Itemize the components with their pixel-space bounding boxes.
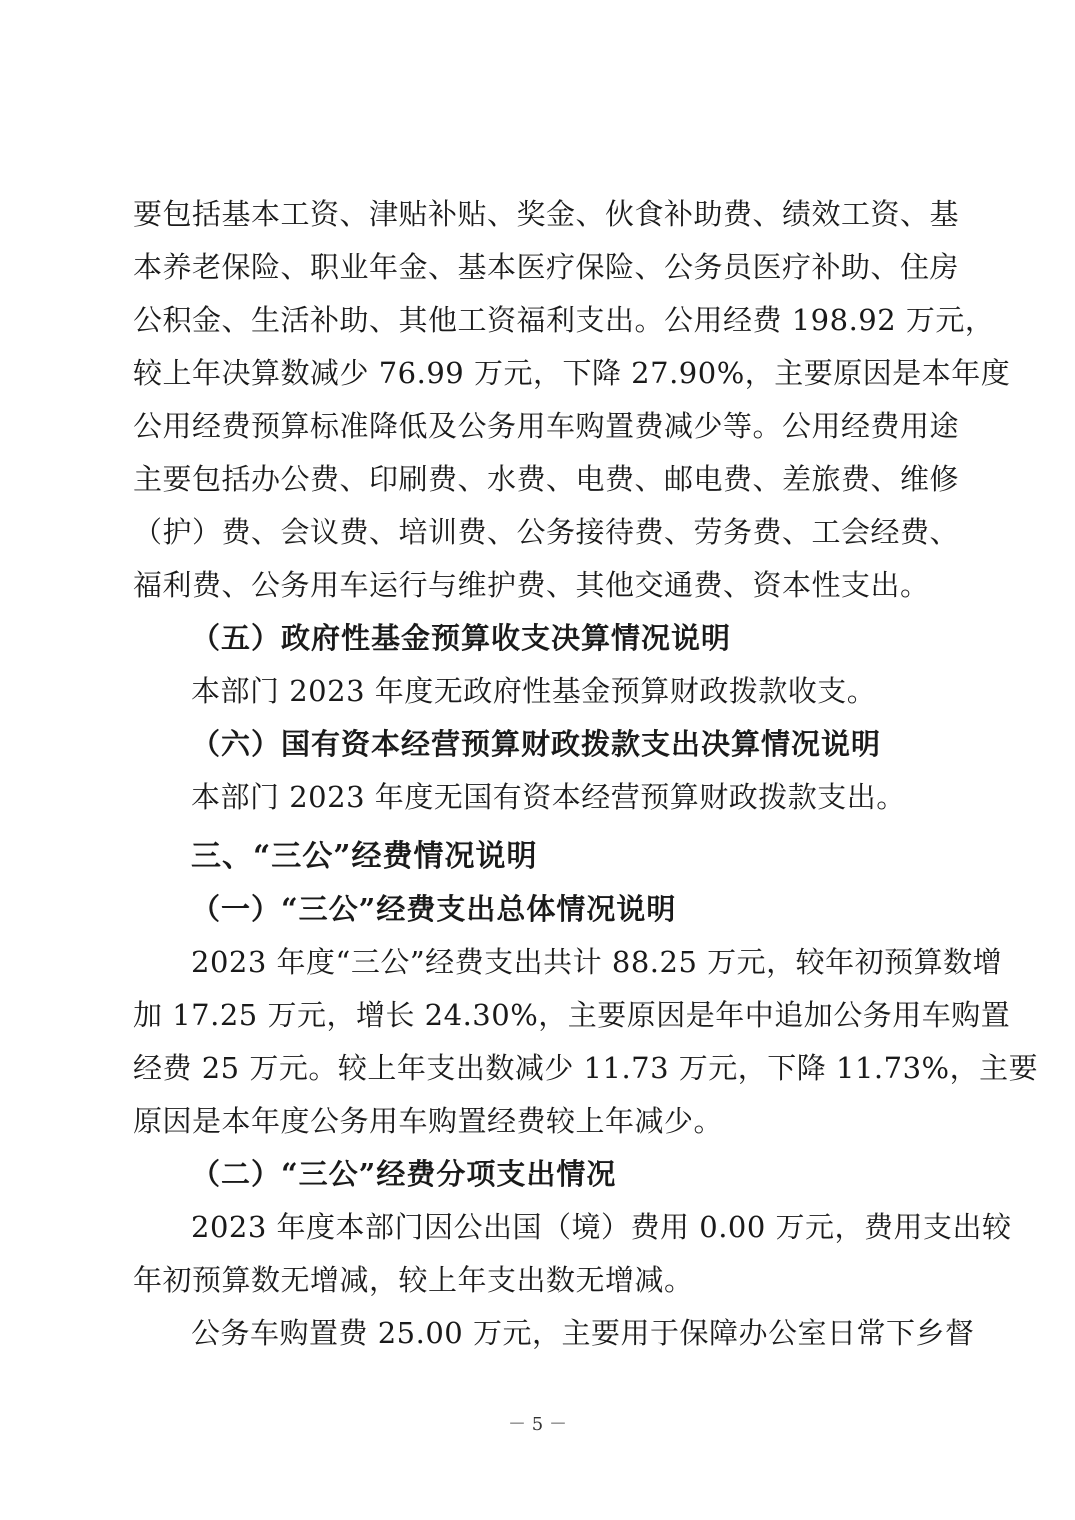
text-line: 加 17.25 万元，增长 24.30%，主要原因是年中追加公务用车购置	[133, 998, 1011, 1032]
page-number: － 5 －	[508, 1414, 567, 1435]
text-line: 较上年决算数减少 76.99 万元，下降 27.90%，主要原因是本年度	[133, 356, 1011, 390]
paragraph-government-fund: 本部门 2023 年度无政府性基金预算财政拨款收支。	[191, 674, 877, 708]
paragraph-overseas-travel	[133, 1201, 1012, 1307]
text-line: 福利费、公务用车运行与维护费、其他交通费、资本性支出。	[133, 568, 930, 602]
text-line: 2023 年度“三公”经费支出共计 88.25 万元，较年初预算数增	[191, 945, 1003, 979]
section-heading-1: （一）“三公”经费支出总体情况说明	[191, 892, 677, 926]
text-line: 公积金、生活补助、其他工资福利支出。公用经费 198.92 万元，	[133, 303, 995, 337]
text-line: 本养老保险、职业年金、基本医疗保险、公务员医疗补助、住房	[133, 250, 960, 284]
text-line: 经费 25 万元。较上年支出数减少 11.73 万元，下降 11.73%，主要	[133, 1051, 1039, 1085]
document-body	[133, 188, 1039, 1360]
paragraph-three-public-overview	[133, 936, 1039, 1148]
text-line: 原因是本年度公务用车购置经费较上年减少。	[133, 1104, 724, 1138]
text-line: 要包括基本工资、津贴补贴、奖金、伙食补助费、绩效工资、基	[133, 197, 960, 231]
text-line: 公用经费预算标准降低及公务用车购置费减少等。公用经费用途	[133, 409, 960, 443]
text-line: 主要包括办公费、印刷费、水费、电费、邮电费、差旅费、维修	[133, 462, 960, 496]
section-heading-5: （五）政府性基金预算收支决算情况说明	[191, 621, 732, 655]
text-line: （护）费、会议费、培训费、公务接待费、劳务费、工会经费、	[133, 515, 960, 549]
text-line: 2023 年度本部门因公出国（境）费用 0.00 万元，费用支出较	[191, 1210, 1012, 1244]
section-heading-2: （二）“三公”经费分项支出情况	[191, 1157, 617, 1191]
paragraph-public-funds	[133, 188, 1011, 612]
chapter-heading-three-public: 三、“三公”经费情况说明	[191, 839, 538, 874]
section-heading-6: （六）国有资本经营预算财政拨款支出决算情况说明	[191, 727, 882, 761]
paragraph-state-capital: 本部门 2023 年度无国有资本经营预算财政拨款支出。	[191, 780, 906, 814]
text-line: 年初预算数无增减，较上年支出数无增减。	[133, 1263, 694, 1297]
paragraph-vehicle-purchase: 公务车购置费 25.00 万元，主要用于保障办公室日常下乡督	[191, 1316, 975, 1350]
